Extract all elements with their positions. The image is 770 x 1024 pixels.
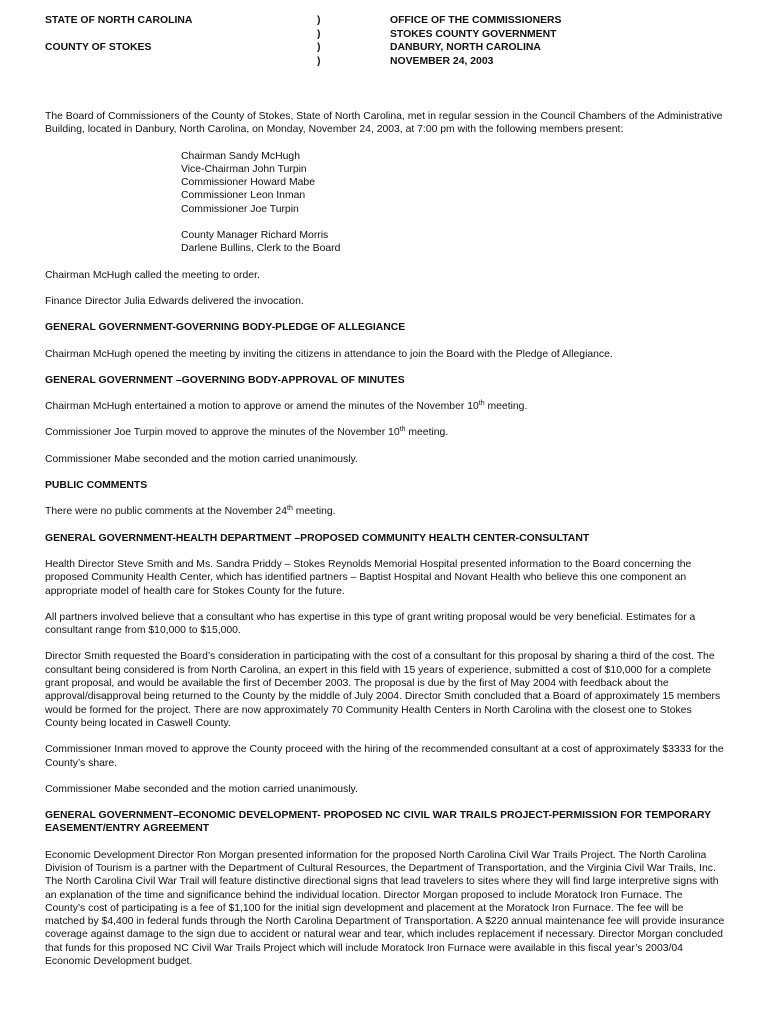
member-name: Commissioner Howard Mabe xyxy=(181,177,315,189)
ordinal-suffix: th xyxy=(399,426,406,434)
minutes-motion-paragraph xyxy=(45,400,725,413)
parenthesis: ) xyxy=(317,28,321,40)
members-present-list xyxy=(181,150,725,256)
health-paragraph: Commissioner Mabe seconded and the motion carried unanimously. xyxy=(45,783,358,795)
health-paragraph: Health Director Steve Smith and Ms. Sandra Priddy – Stokes Reynolds Memorial Hospital presented information to the Board concerning the proposed Community Health Center, which has identified partners – Baptist Hospital and Novant Health who believe this one component an appropriate model of health care for Stokes County for the future. xyxy=(45,558,692,597)
section-heading-civil-war-trails: GENERAL GOVERNMENT–ECONOMIC DEVELOPMENT- PROPOSED NC CIVIL WAR TRAILS PROJECT-PERMISSION FOR TEMPORARY EASEMENT/ENTRY AGREEMENT xyxy=(45,810,711,835)
invocation: Finance Director Julia Edwards delivered the invocation. xyxy=(45,295,304,307)
pledge-paragraph: Chairman McHugh opened the meeting by inviting the citizens in attendance to join the Board with the Pledge of Allegiance. xyxy=(45,348,613,360)
text-segment: meeting. xyxy=(484,401,528,413)
ordinal-suffix: th xyxy=(478,400,485,408)
member-name: Vice-Chairman John Turpin xyxy=(181,163,307,175)
state-label: STATE OF NORTH CAROLINA xyxy=(45,15,193,26)
parenthesis: ) xyxy=(317,55,321,67)
jurisdiction-block xyxy=(45,14,192,55)
text-segment: There were no public comments at the November 24 xyxy=(45,506,287,518)
parenthesis-column xyxy=(317,14,320,68)
minutes-move-paragraph xyxy=(45,426,725,439)
staff-name: County Manager Richard Morris xyxy=(181,230,329,242)
document-header xyxy=(45,14,725,74)
county-label: COUNTY OF STOKES xyxy=(45,42,152,53)
text-segment: meeting. xyxy=(405,427,449,439)
intro-paragraph: The Board of Commissioners of the County of Stokes, State of North Carolina, met in regular session in the Council Chambers of the Administrative Building, located in Danbury, North Carolina, on Monday, November 24, 2003, at 7:00 pm with the following members present: xyxy=(45,111,723,136)
text-segment: meeting. xyxy=(292,506,336,518)
parenthesis: ) xyxy=(317,42,321,53)
member-name: Commissioner Joe Turpin xyxy=(181,203,299,215)
office-line: STOKES COUNTY GOVERNMENT xyxy=(390,28,557,40)
health-paragraph: All partners involved believe that a consultant who has expertise in this type of grant writing proposal would be very beneficial. Estimates for a consultant range from $10,000 to $15,000. xyxy=(45,611,696,637)
office-block xyxy=(390,14,561,68)
office-line: OFFICE OF THE COMMISSIONERS xyxy=(390,15,562,26)
parenthesis: ) xyxy=(317,15,321,26)
health-paragraph: Director Smith requested the Board’s consideration in participating with the cost of a consultant for this proposal by sharing a third of the cost. The consultant being considered is from North Carolina, an expert in this field with 15 years of experience, submitted a cost of $10,000 for a complete grant proposal, and would be available the first of December 2003. The proposal is due by the first of May 2004 with feedback about the approval/disapproval being returned to the County by the middle of July 2004. Director Smith concluded that a Board of approximately 15 members would be formed for the project. There are now approximately 70 Community Health Centers in North Carolina with the closest one to Stokes County being located in Caswell County. xyxy=(45,651,721,729)
minutes-document xyxy=(45,14,725,968)
minutes-second-paragraph: Commissioner Mabe seconded and the motion carried unanimously. xyxy=(45,453,358,465)
text-segment: Chairman McHugh entertained a motion to approve or amend the minutes of the November 10 xyxy=(45,401,479,413)
staff-name: Darlene Bullins, Clerk to the Board xyxy=(181,243,341,255)
member-name: Commissioner Leon Inman xyxy=(181,190,306,202)
meeting-date: NOVEMBER 24, 2003 xyxy=(390,55,494,67)
public-comments-paragraph xyxy=(45,505,725,518)
member-name: Chairman Sandy McHugh xyxy=(181,150,300,162)
health-paragraph: Commissioner Inman moved to approve the County proceed with the hiring of the recommended consultant at a cost of approximately $3333 for the County’s share. xyxy=(45,744,724,769)
office-line: DANBURY, NORTH CAROLINA xyxy=(390,42,541,53)
section-heading-pledge: GENERAL GOVERNMENT-GOVERNING BODY-PLEDGE OF ALLEGIANCE xyxy=(45,322,406,334)
text-segment: Commissioner Joe Turpin moved to approve the minutes of the November 10 xyxy=(45,427,400,439)
section-heading-minutes: GENERAL GOVERNMENT –GOVERNING BODY-APPROVAL OF MINUTES xyxy=(45,374,405,386)
call-to-order: Chairman McHugh called the meeting to order. xyxy=(45,269,260,281)
civil-war-paragraph: Economic Development Director Ron Morgan presented information for the proposed North Carolina Civil War Trails Project. The North Carolina Division of Tourism is a partner with the Department of Cultural Resources, the Department of Transportation, and the Virginia Civil War Trails, Inc. The North Carolina Civil War Trail will feature distinctive directional signs that lead travelers to sites where they will find large interpretive signs with an explanation of the time and significance behind the individual location. Director Morgan proposed to include Moratock Iron Furnace. The County’s cost of participating is a fee of $1,100 for the initial sign development and placement at the Moratock Iron Furnace. The fee will be matched by $4,400 in federal funds through the North Carolina Department of Transportation. A $220 annual maintenance fee will provide insurance coverage against damage to the sign due to accident or natural wear and tear, which includes replacement if necessary. Director Morgan concluded that funds for this proposed NC Civil War Trails Project which will include Moratock Iron Furnace were available in this fiscal year’s 2003/04 Economic Development budget. xyxy=(45,849,725,968)
section-heading-public-comments: PUBLIC COMMENTS xyxy=(45,480,148,492)
section-heading-health-center: GENERAL GOVERNMENT-HEALTH DEPARTMENT –PROPOSED COMMUNITY HEALTH CENTER-CONSULTANT xyxy=(45,532,590,544)
ordinal-suffix: th xyxy=(287,505,293,513)
